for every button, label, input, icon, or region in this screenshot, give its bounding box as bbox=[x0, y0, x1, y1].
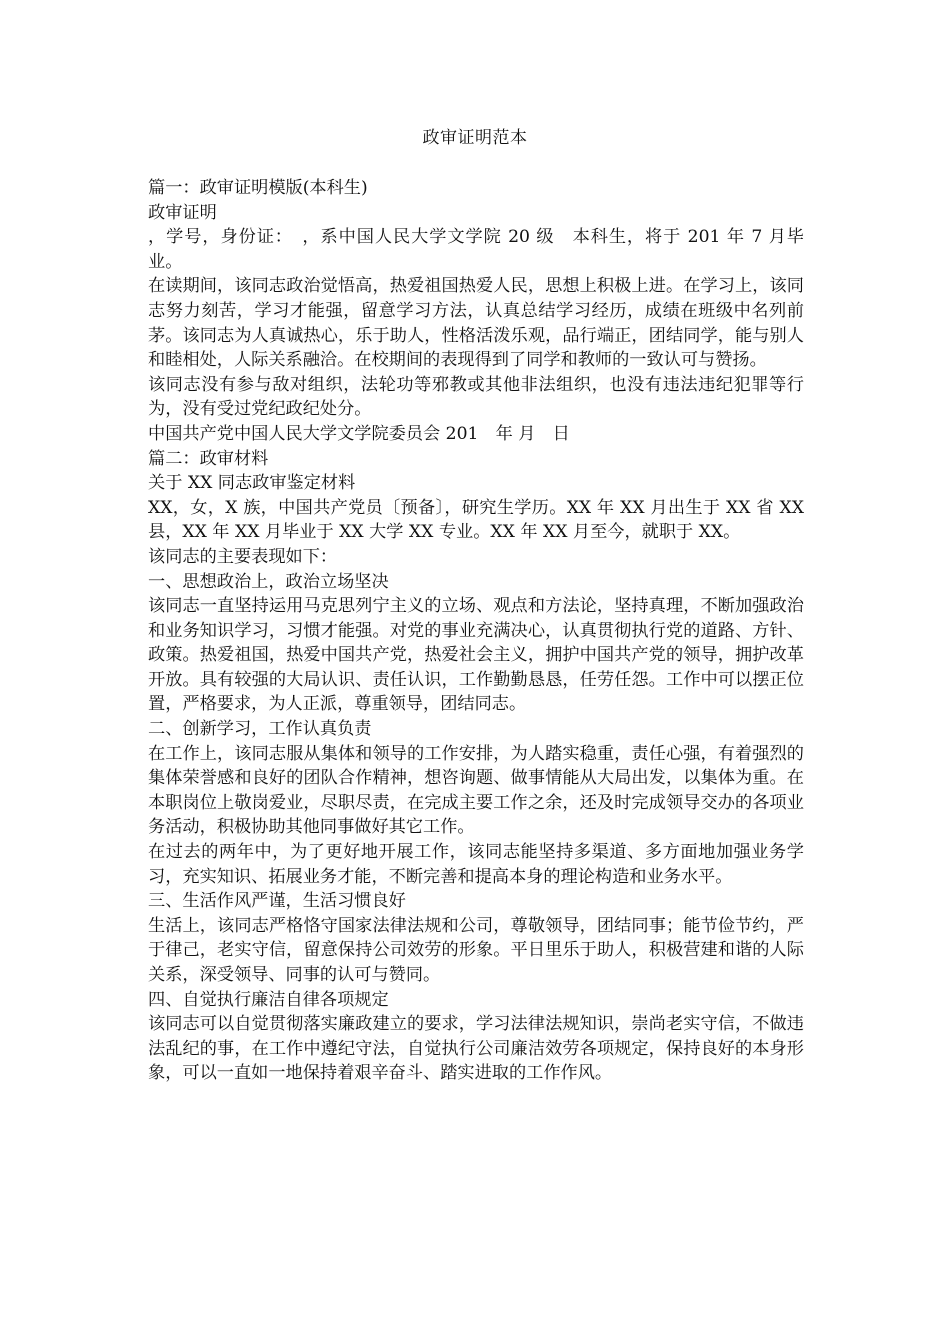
integrity-paragraph: 该同志可以自觉贯彻落实廉政建立的要求，学习法律法规知识，崇尚老实守信，不做违法乱纪的事，在工作中遵纪守法，自觉执行公司廉洁效劳各项规定，保持良好的本身形象，可以一直如一地保持着艰辛奋斗、踏实进取的工作作风。 bbox=[148, 1014, 804, 1084]
conduct-statement-paragraph: 该同志没有参与敌对组织，法轮功等邪教或其他非法组织，也没有违法违纪犯罪等行为，没有受过党纪政纪处分。 bbox=[148, 374, 804, 420]
performance-intro: 该同志的主要表现如下： bbox=[148, 546, 338, 567]
subheading-life: 三、生活作风严谨，生活习惯良好 bbox=[148, 891, 406, 912]
certificate-heading: 政审证明 bbox=[148, 202, 217, 223]
subheading-integrity: 四、自觉执行廉洁自律各项规定 bbox=[148, 989, 389, 1010]
section-heading-2: 篇二：政审材料 bbox=[148, 448, 269, 469]
personal-info-paragraph: XX，女，X 族，中国共产党员〔预备〕，研究生学历。XX 年 XX 月出生于 XX 省 XX 县，XX 年 XX 月毕业于 XX 大学 XX 专业。XX 年 XX 月至今，就职于 XX。 bbox=[148, 497, 804, 543]
issuer-signature-line: 中国共产党中国人民大学文学院委员会 201 年 月 日 bbox=[148, 423, 570, 444]
life-paragraph: 生活上，该同志严格恪守国家法律法规和公司，尊敬领导，团结同事；能节俭节约，严于律己，老实守信，留意保持公司效劳的形象。平日里乐于助人，积极营建和谐的人际关系，深受领导、同事的认可与赞同。 bbox=[148, 915, 804, 985]
politics-paragraph: 该同志一直坚持运用马克思列宁主义的立场、观点和方法论，坚持真理，不断加强政治和业务知识学习，习惯才能强。对党的事业充满决心，认真贯彻执行党的道路、方针、政策。热爱祖国，热爱中国共产党，热爱社会主义，拥护中国共产党的领导，拥护改革开放。具有较强的大局认识、责任认识，工作勤勤恳恳，任劳任怨。工作中可以摆正位置，严格要求，为人正派，尊重领导，团结同志。 bbox=[148, 596, 804, 715]
study-performance-paragraph: 在读期间，该同志政治觉悟高，热爱祖国热爱人民，思想上积极上进。在学习上，该同志努力刻苦，学习才能强，留意学习方法，认真总结学习经历，成绩在班级中名列前茅。该同志为人真诚热心，乐于助人，性格活泼乐观，品行端正，团结同学，能与别人和睦相处，人际关系融洽。在校期间的表现得到了同学和教师的一致认可与赞扬。 bbox=[148, 276, 804, 371]
subheading-work: 二、创新学习，工作认真负责 bbox=[148, 719, 372, 740]
subheading-politics: 一、思想政治上，政治立场坚决 bbox=[148, 571, 389, 592]
study-paragraph: 在过去的两年中，为了更好地开展工作，该同志能坚持多渠道、多方面地加强业务学习，充实知识、拓展业务才能，不断完善和提高本身的理论构造和业务水平。 bbox=[148, 842, 804, 887]
document-title: 政审证明范本 bbox=[422, 128, 528, 148]
document-body bbox=[148, 176, 804, 1086]
work-paragraph: 在工作上，该同志服从集体和领导的工作安排，为人踏实稳重，责任心强，有着强烈的集体荣誉感和良好的团队合作精神，想咨询题、做事情能从大局出发，以集体为重。在本职岗位上敬岗爱业，尽职尽责，在完成主要工作之余，还及时完成领导交办的各项业务活动，积极协助其他同事做好其它工作。 bbox=[148, 743, 804, 838]
student-info-paragraph: ，学号，身份证： ，系中国人民大学文学院 20 级 本科生，将于 201 年 7 月毕业。 bbox=[148, 227, 804, 272]
section-heading-1: 篇一：政审证明模版(本科生) bbox=[148, 178, 368, 198]
material-heading: 关于 XX 同志政审鉴定材料 bbox=[148, 473, 356, 494]
